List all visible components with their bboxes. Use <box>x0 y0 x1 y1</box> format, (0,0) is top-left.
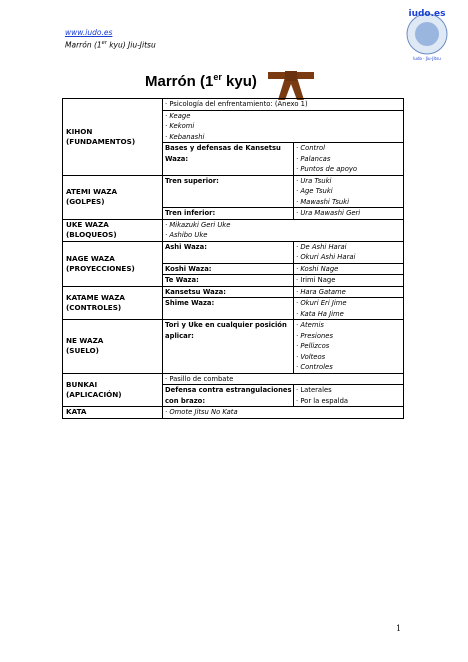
table-row: NAGE WAZA (PROYECCIONES) Ashi Waza: · De Ashi Harai · Okuri Ashi Harai Koshi Waza: · Koshi Nage Te Waza: · Irimi Nage <box>63 241 404 286</box>
table-row: KATAME WAZA (CONTROLES) Kansetsu Waza: · Hara Gatame Shime Waza: · Okuri Eri Jime · Kata Ha Jime <box>63 286 404 320</box>
brown-belt-icon <box>266 66 316 102</box>
section-katame: KATAME WAZA (CONTROLES) <box>63 286 163 320</box>
table-row: ATEMI WAZA (GOLPES) Tren superior: · Ura Tsuki · Age Tsuki · Mawashi Tsuki Tren inferior: · Ura Mawashi Geri <box>63 175 404 219</box>
svg-text:iudo.es: iudo.es <box>408 9 446 19</box>
section-nage: NAGE WAZA (PROYECCIONES) <box>63 241 163 286</box>
section-ne-waza: NE WAZA (SUELO) <box>63 320 163 374</box>
table-row: NE WAZA (SUELO) Tori y Uke en cualquier posición aplicar: · Atemis · Presiones · Pellizcos · Volteos · Controles <box>63 320 404 374</box>
kihon-psico: · Psicología del enfrentamiento: (Anexo 1) <box>165 100 308 108</box>
table-row: KIHON (FUNDAMENTOS) · Psicología del enfrentamiento: (Anexo 1) · Keage · Kekomi · Kebanashi Bases y defensas de Kansetsu Waza: · Control · Palancas · Puntos de apoyo <box>63 99 404 176</box>
section-uke: UKE WAZA (BLOQUEOS) <box>63 219 163 241</box>
section-kata: KATA <box>63 407 163 419</box>
section-bunkai: BUNKAI (APLICACIÓN) <box>63 373 163 407</box>
page-title: Marrón (1er kyu) <box>145 72 257 90</box>
curriculum-table <box>62 98 404 419</box>
section-kihon: KIHON (FUNDAMENTOS) <box>63 99 163 176</box>
table-row: KATA · Omote Jitsu No Kata <box>63 407 404 419</box>
page-number: 1 <box>396 624 402 633</box>
kihon-bases-label: Bases y defensas de Kansetsu Waza: <box>163 143 294 175</box>
table-row: BUNKAI (APLICACIÓN) · Pasillo de combate Defensa contra estrangulaciones con brazo: · Laterales · Por la espalda <box>63 373 404 407</box>
svg-text:Iudo · Jiu-Jitsu: Iudo · Jiu-Jitsu <box>413 56 441 61</box>
header-url[interactable]: www.iudo.es <box>65 28 113 37</box>
header-subtitle: Marrón (1er kyu) Jiu-Jitsu <box>65 40 156 50</box>
table-row: UKE WAZA (BLOQUEOS) · Mikazuki Geri Uke · Ashibo Uke <box>63 219 404 241</box>
iudo-logo <box>397 6 457 64</box>
section-atemi: ATEMI WAZA (GOLPES) <box>63 175 163 219</box>
